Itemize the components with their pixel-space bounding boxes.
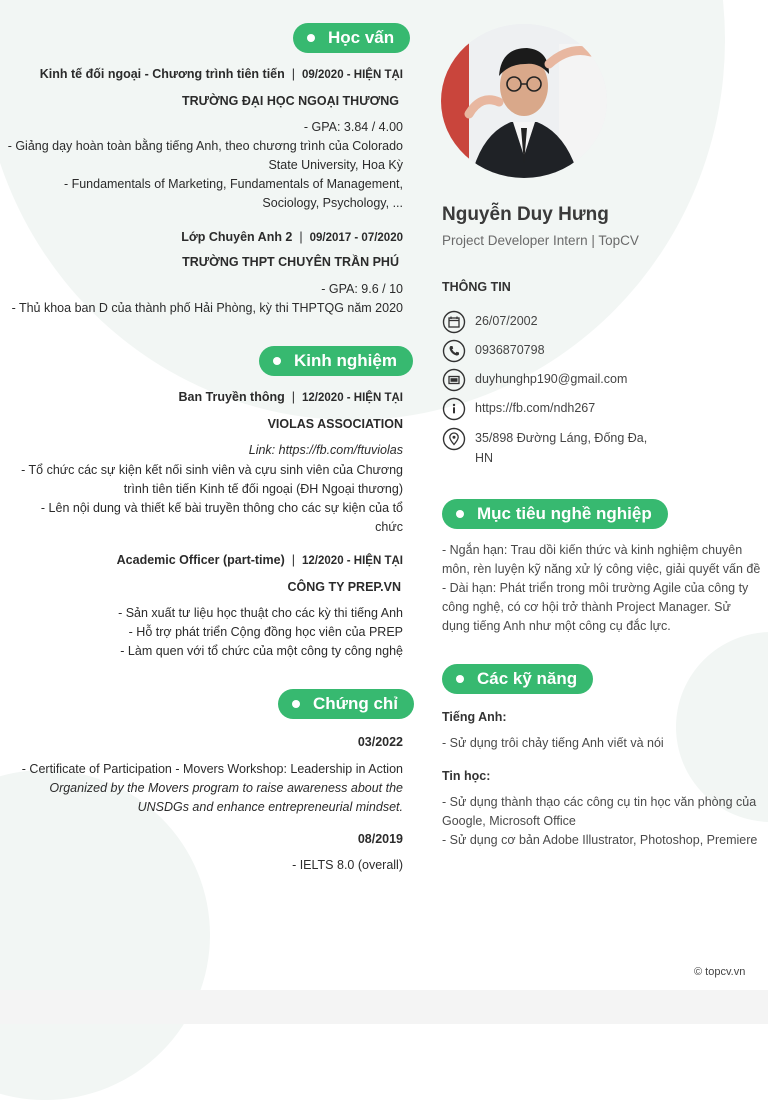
detail-line: - GPA: 3.84 / 4.00	[303, 120, 403, 134]
bullet-dot	[292, 700, 300, 708]
bullet-dot	[456, 510, 464, 518]
certificate-details	[22, 760, 403, 817]
info-heading: THÔNG TIN	[442, 280, 511, 294]
detail-line: - Fundamentals of Marketing, Fundamentals of Management,	[63, 177, 403, 191]
education-program: Lớp Chuyên Anh 2	[181, 230, 293, 244]
location-icon	[442, 427, 466, 451]
detail-note: UNSDGs and enhance entrepreneurial mindset.	[137, 800, 403, 814]
experience-entry-header: Academic Officer (part-time) | 12/2020 - HIỆN TẠI	[116, 553, 403, 567]
experience-entry-header: Ban Truyền thông | 12/2020 - HIỆN TẠI	[178, 390, 403, 404]
education-school: TRƯỜNG ĐẠI HỌC NGOẠI THƯƠNG	[181, 94, 399, 108]
experience-role: Ban Truyền thông	[178, 390, 285, 404]
detail-line: - GPA: 9.6 / 10	[321, 282, 403, 296]
section-title: Các kỹ năng	[477, 669, 578, 688]
contact-facebook: https://fb.com/ndh267	[475, 401, 596, 415]
section-title: Học vấn	[328, 28, 395, 47]
education-period: 09/2020 - HIỆN TẠI	[302, 69, 403, 81]
detail-line: - Hỗ trợ phát triển Cộng đồng học viên của PREP	[128, 625, 403, 639]
phone-icon	[442, 339, 466, 363]
objective-line: môn, rèn luyện kỹ năng xử lý công việc, giải quyết vấn đề	[442, 562, 761, 576]
skill-line: Google, Microsoft Office	[442, 814, 576, 828]
skill-line: - Sử dụng cơ bản Adobe Illustrator, Photoshop, Premiere	[442, 833, 758, 847]
detail-line: - Giảng dạy hoàn toàn bằng tiếng Anh, theo chương trình của Colorado	[7, 139, 403, 153]
skill-line: - Sử dụng thành thạo các công cụ tin học văn phòng của	[442, 795, 757, 809]
objective-text	[442, 541, 760, 636]
experience-org: VIOLAS ASSOCIATION	[267, 417, 403, 431]
profile-title: Project Developer Intern | TopCV	[442, 233, 639, 248]
objective-line: - Ngắn hạn: Trau dồi kiến thức và kinh nghiệm chuyên	[442, 543, 743, 557]
experience-period: 12/2020 - HIỆN TẠI	[302, 392, 403, 404]
calendar-icon	[442, 310, 466, 334]
experience-details	[118, 604, 403, 661]
detail-line: - Tổ chức các sự kiện kết nối sinh viên và cựu sinh viên của Chương	[21, 463, 403, 477]
bullet-dot	[456, 675, 464, 683]
detail-line: - Làm quen với tổ chức của một công ty công nghệ	[120, 644, 403, 658]
education-details	[12, 280, 403, 318]
experience-role: Academic Officer (part-time)	[116, 553, 285, 567]
certificate-date: 08/2019	[357, 832, 403, 846]
section-certificates-header	[278, 689, 414, 719]
info-icon	[442, 397, 466, 421]
objective-line: - Dài hạn: Phát triển trong môi trường Agile của công ty	[442, 581, 749, 595]
experience-org: CÔNG TY PREP.VN	[287, 580, 401, 594]
contact-phone: 0936870798	[475, 343, 545, 357]
detail-line: - Sản xuất tư liệu học thuật cho các kỳ thi tiếng Anh	[118, 606, 403, 620]
detail-note: Organized by the Movers program to raise awareness about the	[49, 781, 403, 795]
detail-line: trình tiên tiến Kinh tế đối ngoại (ĐH Ngoại thương)	[123, 482, 403, 496]
education-program: Kinh tế đối ngoại - Chương trình tiên tiến	[39, 67, 285, 81]
education-details	[8, 118, 403, 213]
contact-email: duyhunghp190@gmail.com	[475, 372, 628, 386]
detail-line: chức	[375, 520, 403, 534]
section-education-header	[293, 23, 410, 53]
skill-english-label: Tiếng Anh:	[442, 710, 507, 724]
detail-line: - Thủ khoa ban D của thành phố Hải Phòng, kỳ thi THPTQG năm 2020	[11, 301, 403, 315]
detail-line: Sociology, Psychology, ...	[262, 196, 403, 210]
contact-birthday: 26/07/2002	[475, 314, 538, 328]
education-school: TRƯỜNG THPT CHUYÊN TRẦN PHÚ	[182, 255, 399, 269]
section-title: Kinh nghiệm	[294, 351, 397, 370]
bullet-dot	[307, 34, 315, 42]
section-experience-header	[259, 346, 413, 376]
section-skills-header	[442, 664, 593, 694]
background-blob	[0, 770, 210, 1100]
footer-copyright: © topcv.vn	[694, 966, 746, 978]
experience-details	[21, 461, 403, 537]
contact-address: 35/898 Đường Láng, Đống Đa, HN	[475, 431, 648, 465]
education-period: 09/2017 - 07/2020	[309, 232, 403, 244]
footer-strip	[0, 990, 768, 1024]
avatar	[441, 24, 607, 178]
experience-link: Link: https://fb.com/ftuviolas	[248, 443, 403, 457]
detail-line: - Certificate of Participation - Movers Workshop: Leadership in Action	[21, 762, 403, 776]
objective-line: công nghệ, có cơ hội trở thành Project Manager. Sử	[442, 600, 731, 614]
section-title: Mục tiêu nghề nghiệp	[477, 504, 652, 523]
skill-it-label: Tin học:	[442, 769, 491, 783]
detail-line: State University, Hoa Kỳ	[268, 158, 403, 172]
section-title: Chứng chỉ	[313, 694, 399, 713]
section-objective-header	[442, 499, 668, 529]
certificate-line: - IELTS 8.0 (overall)	[292, 858, 403, 872]
detail-line: - Lên nội dung và thiết kế bài truyền thông cho các sự kiện của tổ	[40, 501, 403, 515]
profile-name: Nguyễn Duy Hưng	[442, 204, 609, 225]
mail-icon	[442, 368, 466, 392]
objective-line: dụng tiếng Anh như một công cụ đắc lực.	[442, 619, 671, 633]
skill-it-text	[442, 793, 757, 850]
bullet-dot	[273, 357, 281, 365]
skill-english-line: - Sử dụng trôi chảy tiếng Anh viết và nói	[442, 736, 664, 750]
education-entry-header: Lớp Chuyên Anh 2 | 09/2017 - 07/2020	[181, 230, 403, 244]
experience-period: 12/2020 - HIỆN TẠI	[302, 555, 403, 567]
education-entry-header: Kinh tế đối ngoại - Chương trình tiên tiến | 09/2020 - HIỆN TẠI	[39, 67, 403, 81]
avatar-illustration	[441, 24, 607, 178]
certificate-date: 03/2022	[357, 735, 403, 749]
